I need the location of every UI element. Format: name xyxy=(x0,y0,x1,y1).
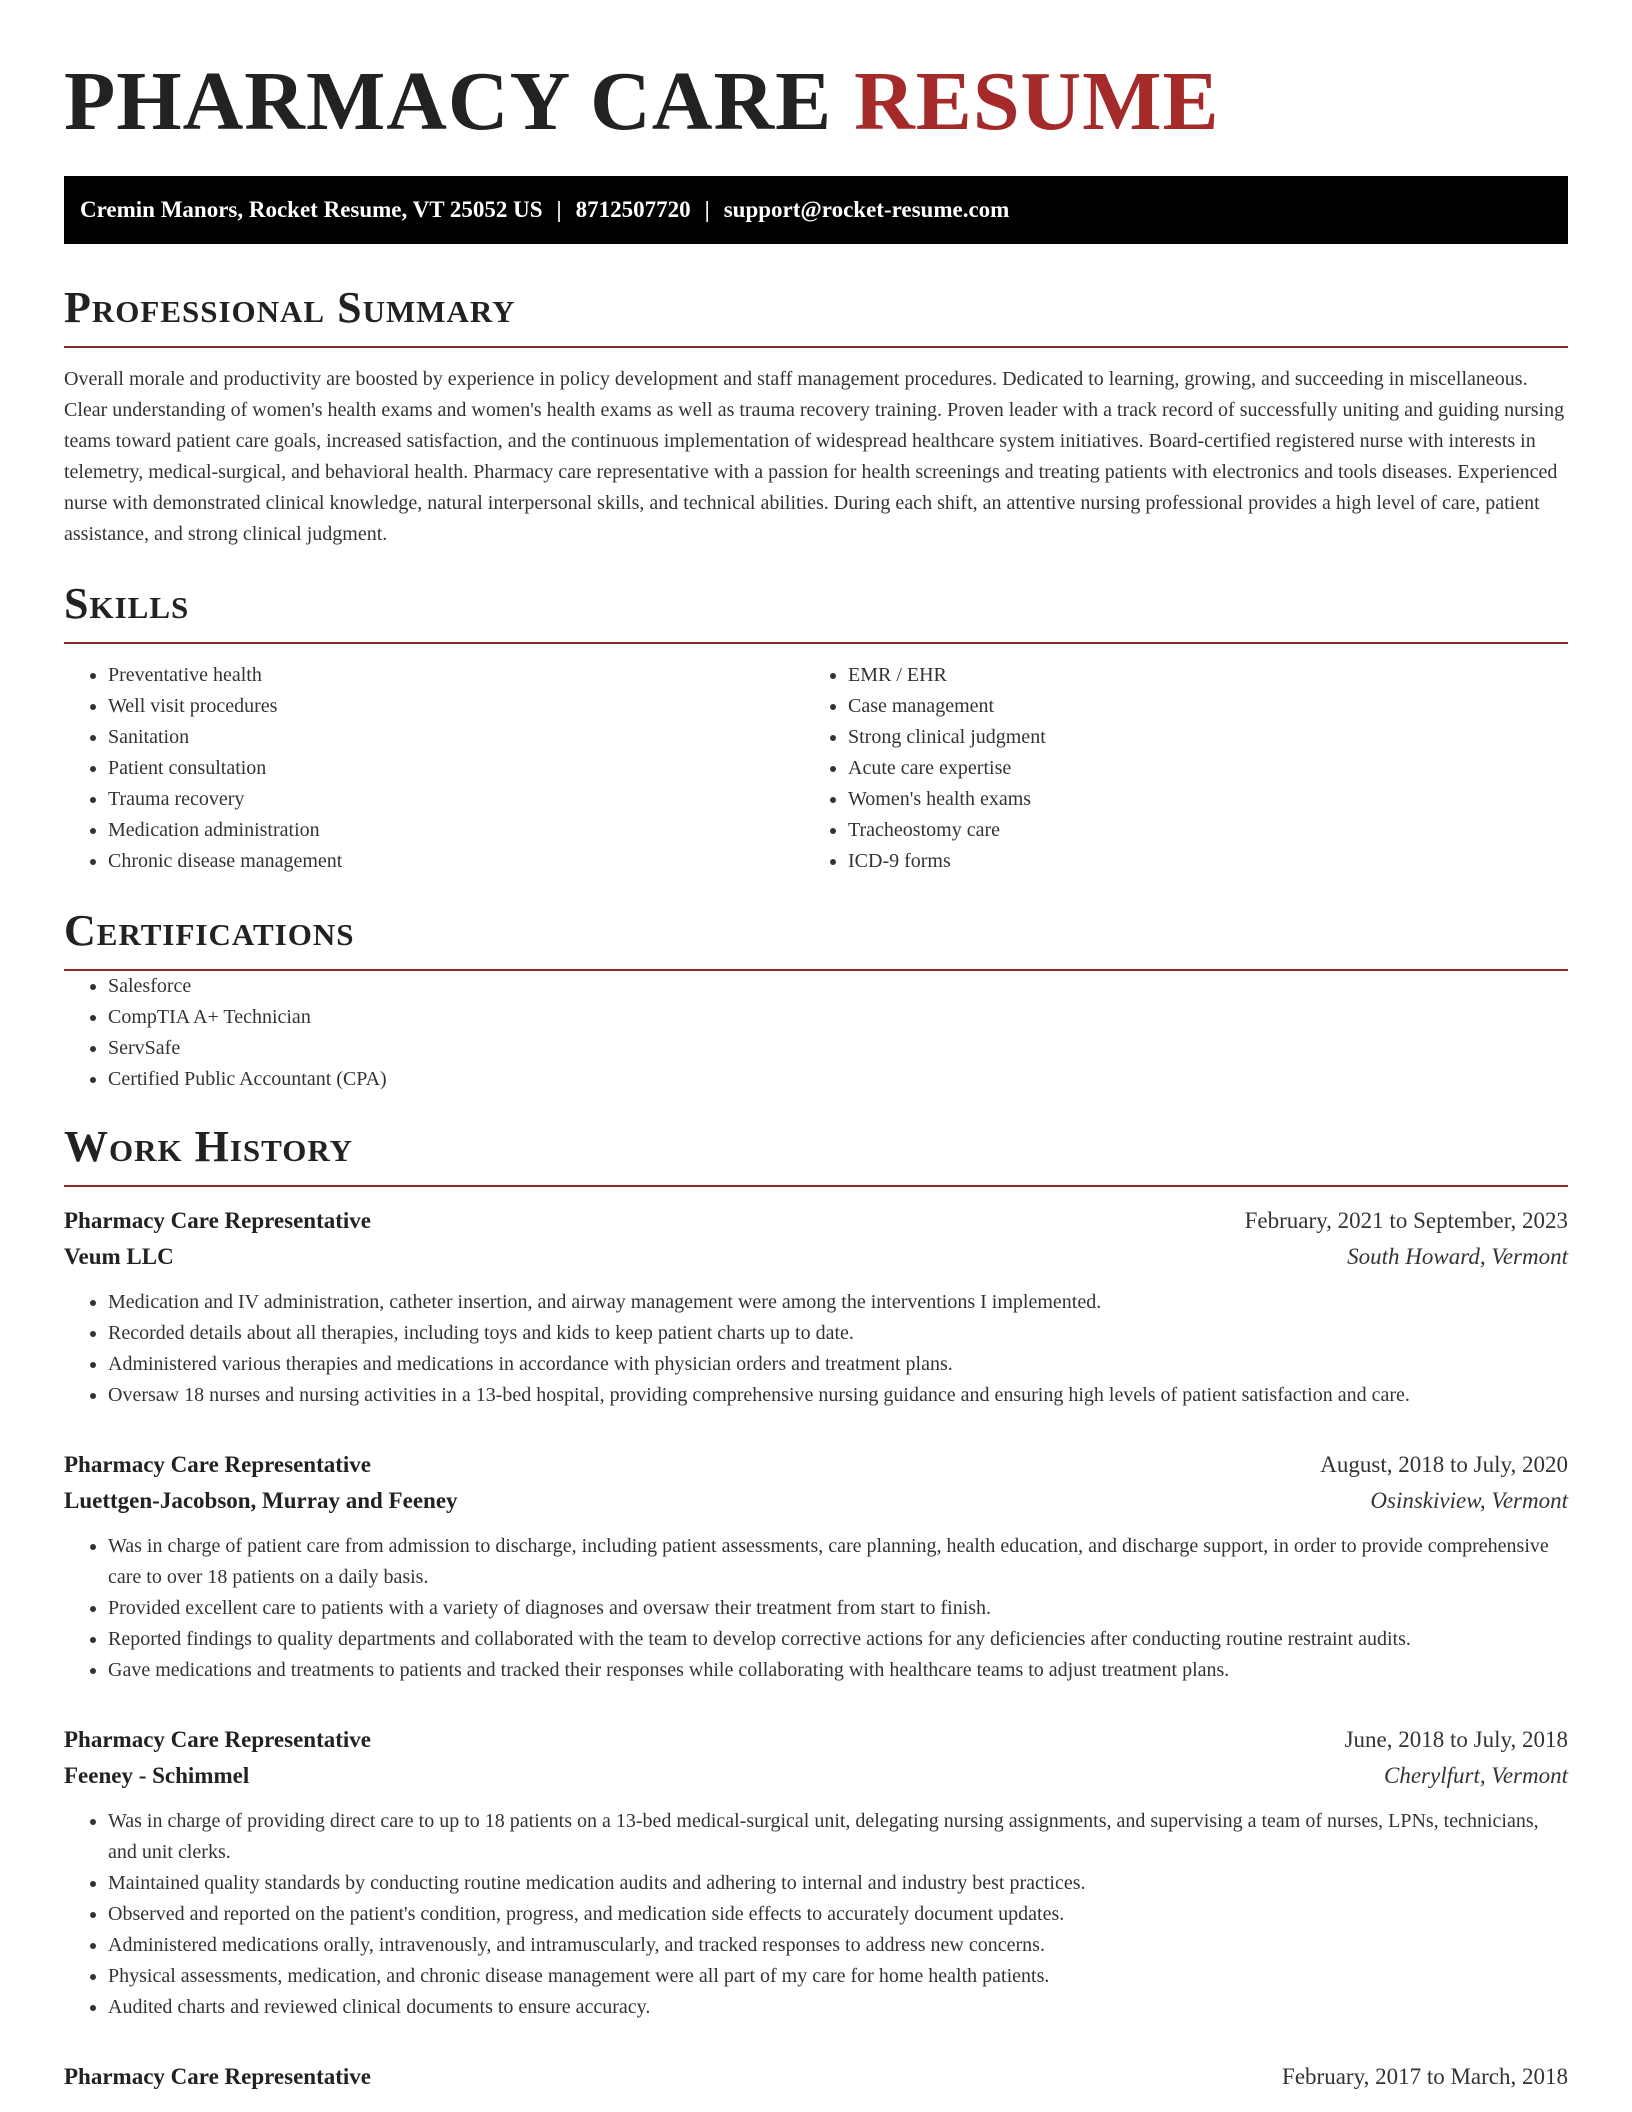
job-bullet: • Provided excellent care to patients with a variety of diagnoses and oversaw their treatment from start to finish. xyxy=(108,1593,1568,1624)
contact-bar xyxy=(64,176,1568,244)
skill-item: • Case management xyxy=(848,691,1544,722)
work-history-heading: Work History xyxy=(64,1121,1568,1187)
job-bullet: • Administered various therapies and medications in accordance with physician orders and treatment plans. xyxy=(108,1349,1568,1380)
job-header-row xyxy=(64,2059,1568,2095)
job-entry xyxy=(64,1722,1568,2023)
job-bullet: • Recorded details about all therapies, including toys and kids to keep patient charts up to date. xyxy=(108,1318,1568,1349)
skill-item: • Acute care expertise xyxy=(848,753,1544,784)
job-bullet: • Reported findings to quality departments and collaborated with the team to develop corrective actions for any deficiencies after conducting routine restraint audits. xyxy=(108,1624,1568,1655)
job-entry xyxy=(64,2059,1568,2095)
job-bullet: • Observed and reported on the patient's condition, progress, and medication side effects to accurately document updates. xyxy=(108,1899,1568,1930)
job-dates: June, 2018 to July, 2018 xyxy=(1344,1727,1568,1752)
job-title: Pharmacy Care Representative xyxy=(64,1452,372,1477)
certification-item: • Salesforce xyxy=(108,971,1568,1002)
title-accent: RESUME xyxy=(854,55,1220,148)
job-dates: August, 2018 to July, 2020 xyxy=(1320,1452,1568,1477)
job-company-row xyxy=(64,1483,1568,1519)
skill-item: • Medication administration xyxy=(108,815,804,846)
job-bullets xyxy=(64,1531,1568,1686)
skills-column-right xyxy=(804,660,1544,877)
skill-item: • Patient consultation xyxy=(108,753,804,784)
skills-list-right xyxy=(804,660,1544,877)
job-bullet: • Administered medications orally, intravenously, and intramuscularly, and tracked responses to address new concerns. xyxy=(108,1930,1568,1961)
skills-grid xyxy=(64,660,1568,877)
resume-title xyxy=(64,0,1568,172)
job-bullet: • Audited charts and reviewed clinical documents to ensure accuracy. xyxy=(108,1992,1568,2023)
job-header-row xyxy=(64,1722,1568,1758)
certifications-heading: Certifications xyxy=(64,905,1568,971)
skills-heading: Skills xyxy=(64,578,1568,644)
job-dates: February, 2017 to March, 2018 xyxy=(1282,2064,1568,2089)
job-entry xyxy=(64,1203,1568,1411)
job-bullet: • Maintained quality standards by conducting routine medication audits and adhering to internal and industry best practices. xyxy=(108,1868,1568,1899)
job-bullets xyxy=(64,1287,1568,1411)
skill-item: • Chronic disease management xyxy=(108,846,804,877)
certification-item: • ServSafe xyxy=(108,1033,1568,1064)
job-header-row xyxy=(64,1447,1568,1483)
job-bullet: • Oversaw 18 nurses and nursing activities in a 13-bed hospital, providing comprehensive nursing guidance and ensuring high levels of patient satisfaction and care. xyxy=(108,1380,1568,1411)
title-main: PHARMACY CARE xyxy=(64,55,833,148)
skill-item: • ICD-9 forms xyxy=(848,846,1544,877)
job-location: Cherylfurt, Vermont xyxy=(1384,1763,1568,1788)
skill-item: • Sanitation xyxy=(108,722,804,753)
job-bullet: • Gave medications and treatments to patients and tracked their responses while collaborating with healthcare teams to adjust treatment plans. xyxy=(108,1655,1568,1686)
contact-separator: | xyxy=(704,197,710,222)
job-bullet: • Physical assessments, medication, and chronic disease management were all part of my care for home health patients. xyxy=(108,1961,1568,1992)
contact-address: Cremin Manors, Rocket Resume, VT 25052 US xyxy=(80,197,543,222)
contact-separator: | xyxy=(556,197,562,222)
skills-list-left xyxy=(64,660,804,877)
certifications-list xyxy=(64,971,1568,1095)
skill-item: • Women's health exams xyxy=(848,784,1544,815)
skill-item: • Tracheostomy care xyxy=(848,815,1544,846)
job-bullet: • Was in charge of providing direct care to up to 18 patients on a 13-bed medical-surgical unit, delegating nursing assignments, and supervising a team of nurses, LPNs, technicians, and unit clerks. xyxy=(108,1806,1568,1868)
job-dates: February, 2021 to September, 2023 xyxy=(1244,1208,1568,1233)
skill-item: • EMR / EHR xyxy=(848,660,1544,691)
summary-text: Overall morale and productivity are boosted by experience in policy development and staff management procedures. Dedicated to learning, growing, and succeeding in miscellaneous. Clear understanding of women's health exams and women's health exams as well as trauma recovery training. Proven leader with a track record of successfully uniting and guiding nursing teams toward patient care goals, increased satisfaction, and the continuous implementation of widespread healthcare system initiatives. Board-certified registered nurse with interests in telemetry, medical-surgical, and behavioral health. Pharmacy care representative with a passion for health screenings and treating patients with electronics and tools diseases. Experienced nurse with demonstrated clinical knowledge, natural interpersonal skills, and technical abilities. During each shift, an attentive nursing professional provides a high level of care, patient assistance, and strong clinical judgment. xyxy=(64,368,1565,545)
job-location: Osinskiview, Vermont xyxy=(1370,1488,1568,1513)
job-company: Luettgen-Jacobson, Murray and Feeney xyxy=(64,1488,458,1513)
resume-page xyxy=(64,0,1568,2095)
certification-item: • Certified Public Accountant (CPA) xyxy=(108,1064,1568,1095)
job-title: Pharmacy Care Representative xyxy=(64,1208,372,1233)
skill-item: • Preventative health xyxy=(108,660,804,691)
contact-email: support@rocket-resume.com xyxy=(723,197,1010,222)
skills-column-left xyxy=(64,660,804,877)
job-location: South Howard, Vermont xyxy=(1347,1244,1568,1269)
summary-heading: Professional Summary xyxy=(64,282,1568,348)
skill-item: • Strong clinical judgment xyxy=(848,722,1544,753)
job-entry xyxy=(64,1447,1568,1686)
job-company-row xyxy=(64,1239,1568,1275)
skill-item: • Trauma recovery xyxy=(108,784,804,815)
job-company: Feeney - Schimmel xyxy=(64,1763,250,1788)
job-title: Pharmacy Care Representative xyxy=(64,1727,372,1752)
job-company: Veum LLC xyxy=(64,1244,174,1269)
job-bullet: • Medication and IV administration, catheter insertion, and airway management were among the interventions I implemented. xyxy=(108,1287,1568,1318)
job-company-row xyxy=(64,1758,1568,1794)
certification-item: • CompTIA A+ Technician xyxy=(108,1002,1568,1033)
job-title: Pharmacy Care Representative xyxy=(64,2064,372,2089)
job-bullet: • Was in charge of patient care from admission to discharge, including patient assessments, care planning, health education, and discharge support, in order to provide comprehensive care to over 18 patients on a daily basis. xyxy=(108,1531,1568,1593)
skill-item: • Well visit procedures xyxy=(108,691,804,722)
contact-phone: 8712507720 xyxy=(575,197,691,222)
job-bullets xyxy=(64,1806,1568,2023)
job-header-row xyxy=(64,1203,1568,1239)
